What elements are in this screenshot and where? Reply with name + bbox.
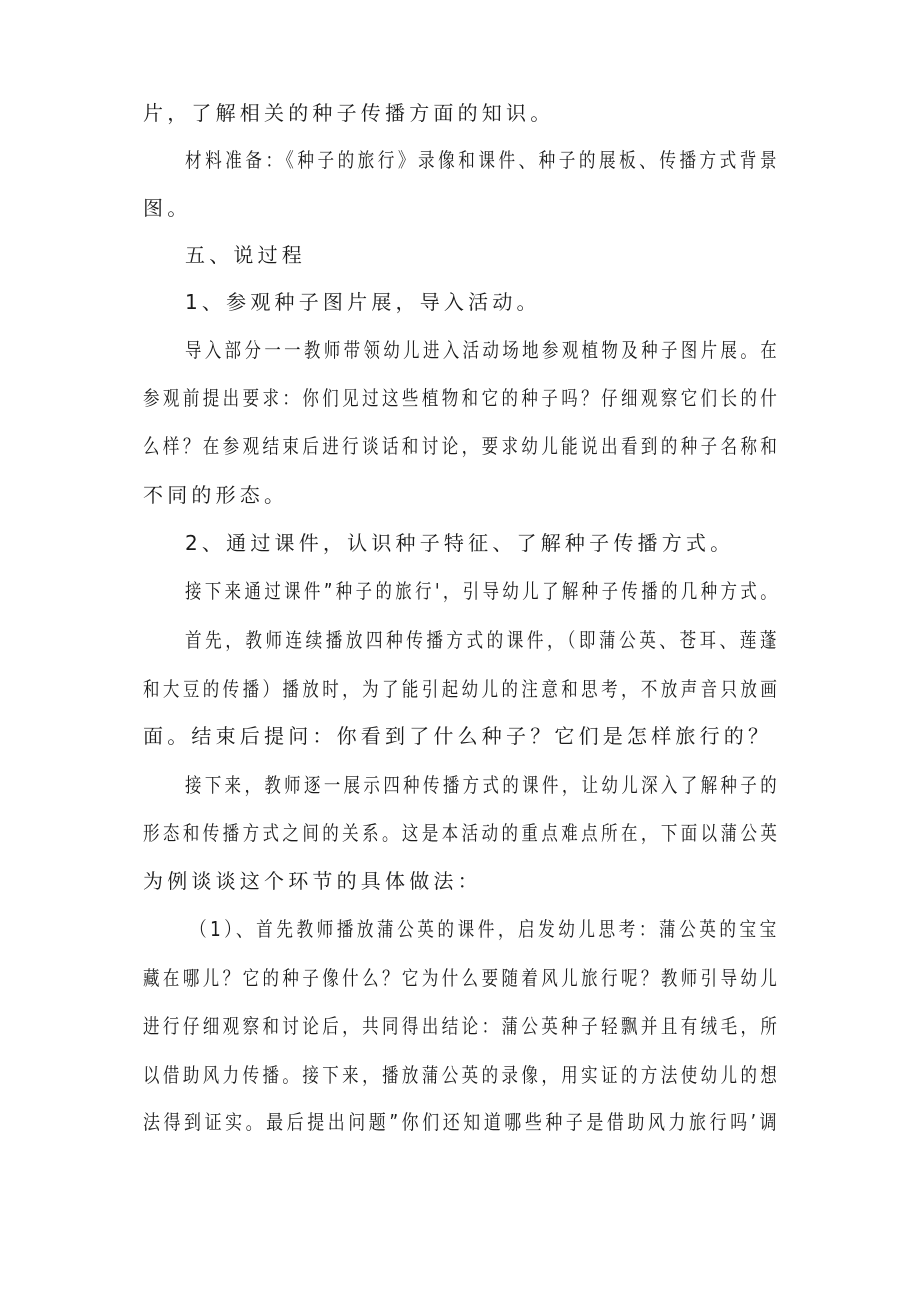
materials-line-2: 图。	[143, 196, 192, 220]
paragraph-intro-line-2: 参观前提出要求：你们见过这些植物和它的种子吗？仔细观察它们长的什	[143, 386, 781, 410]
sub-item-1-line-1: （1）、首先教师播放蒲公英的课件，启发幼儿思考：蒲公英的宝宝	[190, 917, 780, 941]
sub-item-1-line-5: 法得到证实。最后提出问题”你们还知道哪些种子是借助风力旅行吗’调	[143, 1110, 781, 1134]
section-heading: 五、说过程	[185, 243, 306, 267]
paragraph-first-line-1: 首先，教师连续播放四种传播方式的课件，（即蒲公英、苍耳、莲蓬	[185, 628, 780, 652]
paragraph-intro-line-4: 不同的形态。	[143, 483, 289, 507]
paragraph-courseware-line-1: 接下来通过课件”种子的旅行'，引导幼儿了解种子传播的几种方式。	[185, 579, 781, 603]
sub-item-1-line-2: 藏在哪儿？它的种子像什么？它为什么要随着风儿旅行呢？教师引导幼儿	[143, 966, 781, 990]
step-1-heading: 1、参观种子图片展，导入活动。	[185, 290, 541, 314]
sub-item-1-line-4: 以借助风力传播。接下来，播放蒲公英的录像，用实证的方法使幼儿的想	[143, 1063, 781, 1087]
paragraph-intro-line-1: 导入部分一一教师带领幼儿进入活动场地参观植物及种子图片展。在	[185, 338, 781, 362]
paragraph-intro-line-3: 么样？在参观结束后进行谈话和讨论，要求幼儿能说出看到的种子名称和	[143, 434, 781, 458]
sub-item-1-line-3: 进行仔细观察和讨论后，共同得出结论：蒲公英种子轻飘并且有绒毛，所	[143, 1014, 781, 1038]
paragraph-next-line-1: 接下来，教师逐一展示四种传播方式的课件，让幼儿深入了解种子的	[185, 773, 781, 797]
materials-line-1: 材料准备：《种子的旅行》录像和课件、种子的展板、传播方式背景	[185, 148, 780, 172]
paragraph-first-line-2: 和大豆的传播）播放时，为了能引起幼儿的注意和思考，不放声音只放画	[143, 677, 781, 701]
step-2-heading: 2、通过课件，认识种子特征、了解种子传播方式。	[185, 531, 735, 555]
paragraph-next-line-2: 形态和传播方式之间的关系。这是本活动的重点难点所在，下面以蒲公英	[143, 821, 781, 845]
paragraph-next-line-3: 为例谈谈这个环节的具体做法：	[143, 869, 482, 893]
text-line-1: 片，了解相关的种子传播方面的知识。	[143, 101, 555, 125]
paragraph-first-line-3: 面。结束后提问：你看到了什么种子？它们是怎样旅行的？	[143, 724, 773, 748]
